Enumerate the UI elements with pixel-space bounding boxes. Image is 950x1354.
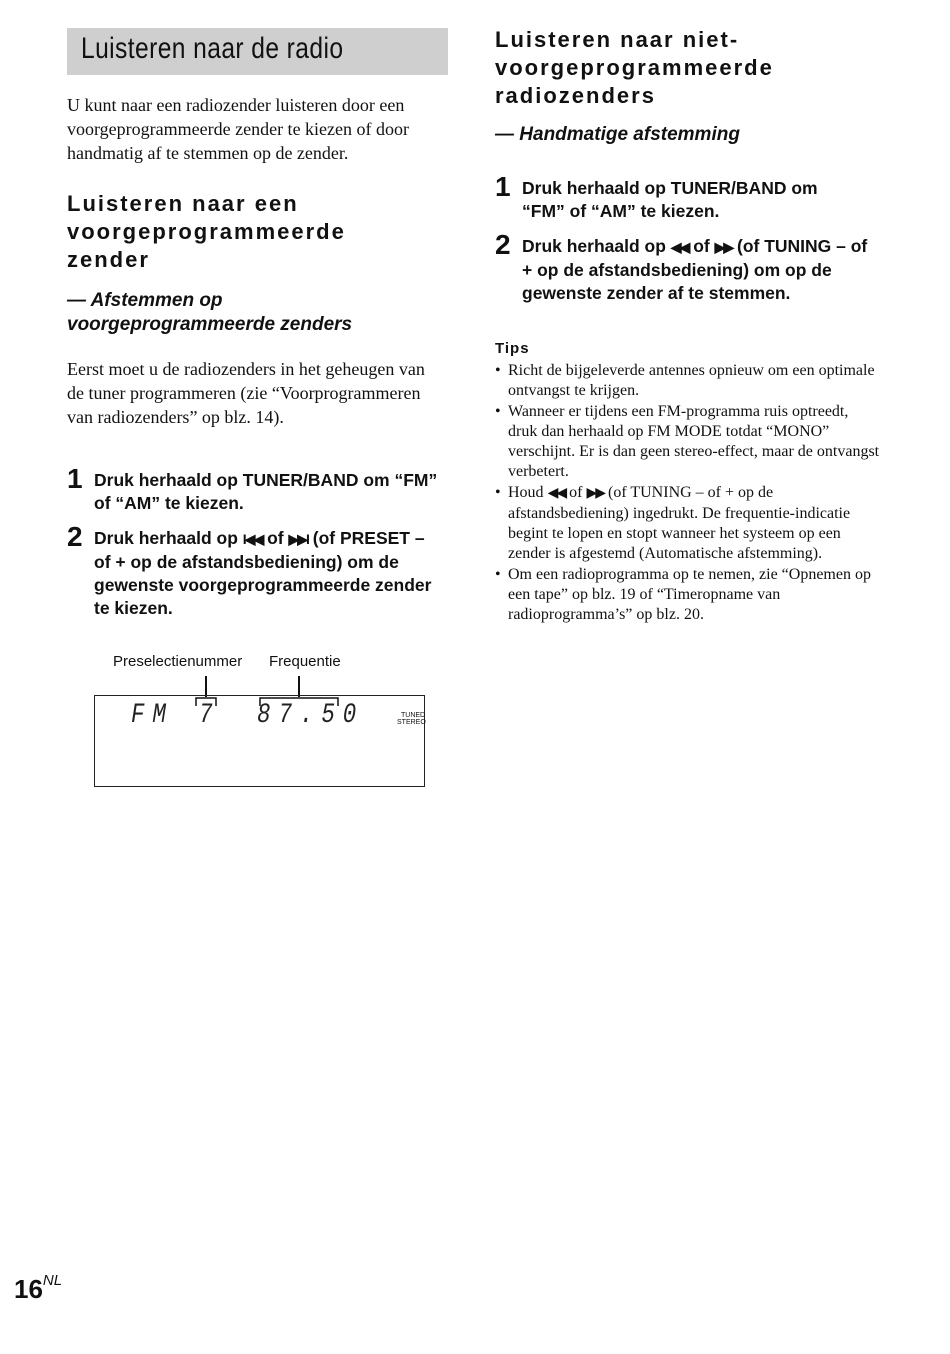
step-text-part: (of TUNING – of + op de afstandsbediening) om op de gewenste zender af te stemmen. (522, 236, 868, 303)
section-body-preset: Eerst moet u de radiozenders in het geheugen van de tuner programmeren (zie “Voorprogrammeren van radiozenders” op blz. 14). (67, 359, 425, 427)
tip-text: of (565, 484, 587, 501)
list-item (495, 361, 880, 401)
step-text (522, 177, 862, 223)
list-item (495, 483, 880, 564)
indicator-stereo: STEREO (397, 719, 426, 726)
bullet-icon: • (495, 362, 501, 379)
bullet-icon: • (495, 484, 501, 501)
fast-forward-icon: ▶▶ (714, 239, 733, 255)
step-text-part: Druk herhaald op TUNER/BAND om “FM” of “AM” te kiezen. (94, 470, 438, 513)
step-number: 1 (495, 171, 511, 202)
skip-forward-icon: ▶▶I (288, 531, 308, 547)
step-number: 2 (67, 521, 83, 552)
page-title: Luisteren naar de radio (81, 32, 344, 65)
tip-text: Om een radioprogramma op te nemen, zie “Opnemen op een tape” op blz. 19 of “Timeropname van radioprogramma’s” op blz. 20. (508, 566, 871, 623)
step-text (522, 235, 877, 305)
bullet-icon: • (495, 403, 501, 420)
language-code: NL (42, 1272, 63, 1289)
step-number: 2 (495, 229, 511, 260)
display-preset: 7 (199, 700, 221, 731)
tip-text: Houd (508, 484, 548, 501)
list-item (495, 402, 880, 482)
caption-preset-number: Preselectienummer (113, 653, 243, 670)
tips-heading: Tips (495, 340, 530, 357)
section-heading-manual: Luisteren naar niet-voorgeprogrammeerde radiozenders (495, 27, 774, 108)
step-text-part: Druk herhaald op (94, 528, 243, 548)
caption-frequency: Frequentie (269, 653, 341, 670)
display-frequency: 87.50 (257, 700, 365, 731)
bullet-icon: • (495, 566, 501, 583)
step-number: 1 (67, 463, 83, 494)
page-number (14, 1274, 62, 1305)
step-text-part: Druk herhaald op TUNER/BAND om “FM” of “AM” te kiezen. (522, 178, 818, 221)
display-band: FM (131, 700, 174, 731)
section-subheading-manual: — Handmatige afstemming (495, 124, 740, 145)
section-heading-preset: Luisteren naar een voorgeprogrammeerde zender (67, 191, 346, 272)
step-text-part: of (262, 528, 289, 548)
step-text-part: of (688, 236, 715, 256)
tuner-display (94, 695, 425, 787)
step-text-part: (of PRESET – of + op de afstandsbediening) om de gewenste voorgeprogrammeerde zender te kiezen. (94, 528, 432, 618)
page-number-value: 16 (14, 1274, 43, 1304)
indicator-tuned: TUNED (401, 712, 426, 719)
skip-back-icon: I◀◀ (242, 531, 263, 547)
intro-paragraph: U kunt naar een radiozender luisteren door een voorgeprogrammeerde zender te kiezen of door handmatig af te stemmen op de zender. (67, 95, 410, 163)
rewind-icon: ◀◀ (670, 239, 689, 255)
section-subheading-preset: — Afstemmen op voorgeprogrammeerde zenders (67, 290, 353, 335)
rewind-icon: ◀◀ (547, 486, 566, 501)
tip-text: Richt de bijgeleverde antennes opnieuw om een optimale ontvangst te krijgen. (508, 362, 875, 399)
step-text-part: Druk herhaald op (522, 236, 671, 256)
tip-text: (of TUNING – of + op de afstandsbediening) ingedrukt. De frequentie-indicatie begint te lopen en stopt wanneer het systeem op een zender is afgestemd (Automatische afstemming). (508, 484, 851, 562)
tips-list (495, 361, 880, 626)
list-item (495, 565, 880, 625)
fast-forward-icon: ▶▶ (586, 486, 604, 501)
tip-text: Wanneer er tijdens een FM-programma ruis optreedt, druk dan herhaald op FM MODE totdat “MONO” verschijnt. Er is dan geen stereo-effect, maar de ontvangst verbetert. (508, 403, 880, 480)
